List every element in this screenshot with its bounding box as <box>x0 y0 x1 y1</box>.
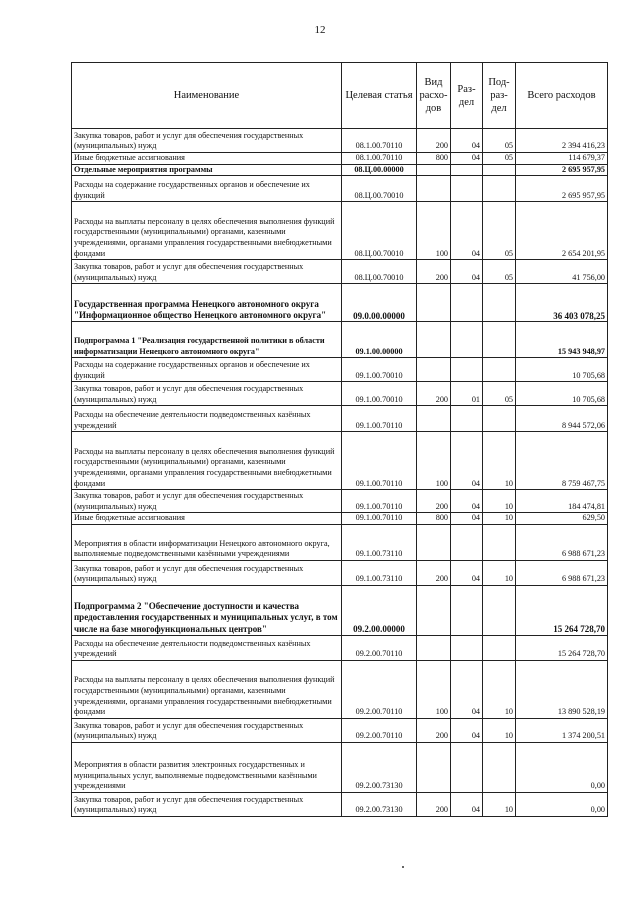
cell-razdel: 04 <box>451 513 483 525</box>
cell-razdel: 04 <box>451 560 483 585</box>
cell-razdel: 04 <box>451 792 483 816</box>
cell-vid: 800 <box>417 513 451 525</box>
cell-podrazdel: 10 <box>483 490 516 513</box>
cell-razdel <box>451 406 483 432</box>
cell-name: Закупка товаров, работ и услуг для обеспечения государственных (муниципальных) нужд <box>72 560 342 585</box>
budget-table <box>71 62 608 817</box>
header-name: Наименование <box>72 63 342 129</box>
cell-name: Закупка товаров, работ и услуг для обеспечения государственных (муниципальных) нужд <box>72 490 342 513</box>
cell-podrazdel: 05 <box>483 202 516 260</box>
cell-vid: 200 <box>417 560 451 585</box>
cell-target: 09.1.00.73110 <box>342 524 417 560</box>
cell-name: Подпрограмма 1 "Реализация государственной политики в области информатизации Ненецкого автономного округа" <box>72 322 342 358</box>
cell-name: Расходы на выплаты персоналу в целях обеспечения выполнения функций государственными (муниципальными) органами, казенными учреждениями, органами управления государственными внебюджетными фондами <box>72 432 342 490</box>
cell-name: Расходы на выплаты персоналу в целях обеспечения выполнения функций государственными (муниципальными) органами, казенными учреждениями, органами управления государственными внебюджетными фондами <box>72 660 342 718</box>
cell-podrazdel <box>483 322 516 358</box>
table-row <box>72 153 608 165</box>
cell-total: 2 695 957,95 <box>516 176 608 202</box>
cell-podrazdel: 10 <box>483 432 516 490</box>
cell-total: 8 759 467,75 <box>516 432 608 490</box>
cell-target: 08.Ц.00.70010 <box>342 202 417 260</box>
cell-name: Расходы на обеспечение деятельности подведомственных казённых учреждений <box>72 406 342 432</box>
cell-podrazdel: 10 <box>483 560 516 585</box>
cell-razdel <box>451 742 483 792</box>
cell-total: 13 890 528,19 <box>516 660 608 718</box>
cell-name: Закупка товаров, работ и услуг для обеспечения государственных (муниципальных) нужд <box>72 129 342 153</box>
cell-vid <box>417 164 451 176</box>
cell-name: Государственная программа Ненецкого автономного округа "Информационное общество Ненецкого автономного округа" <box>72 284 342 322</box>
cell-vid <box>417 406 451 432</box>
table-row <box>72 176 608 202</box>
page-number: 12 <box>314 24 326 36</box>
cell-vid: 100 <box>417 660 451 718</box>
table-row <box>72 560 608 585</box>
cell-target: 09.2.00.73130 <box>342 792 417 816</box>
table-row <box>72 585 608 635</box>
cell-podrazdel: 05 <box>483 129 516 153</box>
cell-total: 15 264 728,70 <box>516 585 608 635</box>
cell-razdel: 04 <box>451 202 483 260</box>
cell-vid: 200 <box>417 718 451 742</box>
cell-podrazdel <box>483 585 516 635</box>
cell-target: 08.Ц.00.70010 <box>342 260 417 284</box>
cell-podrazdel: 10 <box>483 792 516 816</box>
cell-target: 09.0.00.00000 <box>342 284 417 322</box>
cell-target: 09.2.00.73130 <box>342 742 417 792</box>
cell-vid <box>417 176 451 202</box>
cell-podrazdel: 05 <box>483 382 516 406</box>
header-target: Целевая статья <box>342 63 417 129</box>
cell-razdel <box>451 284 483 322</box>
cell-vid <box>417 742 451 792</box>
table-row <box>72 202 608 260</box>
table-row <box>72 742 608 792</box>
cell-name: Расходы на содержание государственных органов и обеспечение их функций <box>72 176 342 202</box>
cell-name: Мероприятия в области информатизации Ненецкого автономного округа, выполняемые подведомственными казёнными учреждениями <box>72 524 342 560</box>
cell-target: 09.1.00.70110 <box>342 513 417 525</box>
cell-total: 0,00 <box>516 742 608 792</box>
cell-razdel: 04 <box>451 490 483 513</box>
cell-vid <box>417 585 451 635</box>
cell-podrazdel <box>483 524 516 560</box>
cell-razdel <box>451 176 483 202</box>
cell-podrazdel <box>483 358 516 382</box>
cell-target: 09.1.00.70010 <box>342 358 417 382</box>
cell-total: 629,50 <box>516 513 608 525</box>
table-row <box>72 490 608 513</box>
cell-name: Закупка товаров, работ и услуг для обеспечения государственных (муниципальных) нужд <box>72 792 342 816</box>
cell-total: 41 756,00 <box>516 260 608 284</box>
cell-total: 114 679,37 <box>516 153 608 165</box>
cell-name: Подпрограмма 2 "Обеспечение доступности и качества предоставления государственных и муниципальных услуг, в том числе на базе многофункциональных центров" <box>72 585 342 635</box>
cell-razdel: 04 <box>451 260 483 284</box>
cell-target: 09.1.00.70110 <box>342 406 417 432</box>
cell-name: Иные бюджетные ассигнования <box>72 153 342 165</box>
cell-razdel: 04 <box>451 718 483 742</box>
cell-razdel: 04 <box>451 153 483 165</box>
cell-vid <box>417 284 451 322</box>
header-row <box>72 63 608 129</box>
cell-target: 08.1.00.70110 <box>342 129 417 153</box>
cell-razdel: 04 <box>451 129 483 153</box>
cell-total: 36 403 078,25 <box>516 284 608 322</box>
cell-name: Расходы на обеспечение деятельности подведомственных казённых учреждений <box>72 635 342 660</box>
cell-total: 2 394 416,23 <box>516 129 608 153</box>
cell-name: Закупка товаров, работ и услуг для обеспечения государственных (муниципальных) нужд <box>72 260 342 284</box>
cell-target: 09.1.00.70110 <box>342 490 417 513</box>
table-row <box>72 792 608 816</box>
cell-name: Закупка товаров, работ и услуг для обеспечения государственных (муниципальных) нужд <box>72 382 342 406</box>
cell-target: 09.2.00.70110 <box>342 660 417 718</box>
table-row <box>72 660 608 718</box>
header-razdel: Раз-дел <box>451 63 483 129</box>
table-row <box>72 164 608 176</box>
cell-razdel: 04 <box>451 432 483 490</box>
cell-vid: 200 <box>417 382 451 406</box>
cell-razdel <box>451 635 483 660</box>
cell-razdel: 01 <box>451 382 483 406</box>
cell-vid: 200 <box>417 792 451 816</box>
cell-target: 09.1.00.00000 <box>342 322 417 358</box>
cell-total: 8 944 572,06 <box>516 406 608 432</box>
cell-vid: 800 <box>417 153 451 165</box>
cell-total: 2 654 201,95 <box>516 202 608 260</box>
cell-podrazdel <box>483 176 516 202</box>
cell-podrazdel <box>483 635 516 660</box>
cell-podrazdel: 10 <box>483 513 516 525</box>
cell-total: 2 695 957,95 <box>516 164 608 176</box>
cell-name: Расходы на содержание государственных органов и обеспечение их функций <box>72 358 342 382</box>
cell-razdel <box>451 322 483 358</box>
cell-total: 15 943 948,97 <box>516 322 608 358</box>
table-row <box>72 358 608 382</box>
cell-vid: 200 <box>417 490 451 513</box>
cell-vid <box>417 524 451 560</box>
cell-razdel <box>451 524 483 560</box>
cell-name: Расходы на выплаты персоналу в целях обеспечения выполнения функций государственными (муниципальными) органами, казенными учреждениями, органами управления государственными внебюджетными фондами <box>72 202 342 260</box>
cell-name: Иные бюджетные ассигнования <box>72 513 342 525</box>
table-row <box>72 432 608 490</box>
cell-target: 09.2.00.00000 <box>342 585 417 635</box>
cell-total: 0,00 <box>516 792 608 816</box>
cell-target: 08.Ц.00.70010 <box>342 176 417 202</box>
cell-podrazdel <box>483 406 516 432</box>
cell-name: Мероприятия в области развития электронных государственных и муниципальных услуг, выполняемые подведомственными казёнными учреждениями <box>72 742 342 792</box>
cell-vid: 200 <box>417 260 451 284</box>
cell-razdel <box>451 164 483 176</box>
scan-dot <box>402 866 404 868</box>
cell-podrazdel: 10 <box>483 660 516 718</box>
cell-total: 15 264 728,70 <box>516 635 608 660</box>
cell-razdel <box>451 358 483 382</box>
cell-name: Отдельные мероприятия программы <box>72 164 342 176</box>
cell-target: 09.1.00.70110 <box>342 432 417 490</box>
table-row <box>72 524 608 560</box>
cell-total: 10 705,68 <box>516 382 608 406</box>
cell-vid <box>417 322 451 358</box>
cell-podrazdel: 10 <box>483 718 516 742</box>
cell-target: 08.Ц.00.00000 <box>342 164 417 176</box>
header-total: Всего расходов <box>516 63 608 129</box>
table-row <box>72 129 608 153</box>
table-row <box>72 260 608 284</box>
table-row <box>72 322 608 358</box>
cell-razdel <box>451 585 483 635</box>
cell-total: 1 374 200,51 <box>516 718 608 742</box>
cell-razdel: 04 <box>451 660 483 718</box>
table-row <box>72 406 608 432</box>
cell-target: 09.2.00.70110 <box>342 635 417 660</box>
header-podrazdel: Под-раз-дел <box>483 63 516 129</box>
cell-podrazdel: 05 <box>483 153 516 165</box>
table-row <box>72 635 608 660</box>
cell-total: 6 988 671,23 <box>516 560 608 585</box>
table-row <box>72 718 608 742</box>
cell-vid: 100 <box>417 432 451 490</box>
cell-podrazdel: 05 <box>483 260 516 284</box>
table-row <box>72 513 608 525</box>
cell-total: 10 705,68 <box>516 358 608 382</box>
cell-vid <box>417 635 451 660</box>
cell-podrazdel <box>483 284 516 322</box>
cell-target: 09.2.00.70110 <box>342 718 417 742</box>
cell-vid: 200 <box>417 129 451 153</box>
cell-total: 6 988 671,23 <box>516 524 608 560</box>
cell-target: 08.1.00.70110 <box>342 153 417 165</box>
cell-total: 184 474,81 <box>516 490 608 513</box>
cell-name: Закупка товаров, работ и услуг для обеспечения государственных (муниципальных) нужд <box>72 718 342 742</box>
table-body <box>72 129 608 817</box>
cell-target: 09.1.00.73110 <box>342 560 417 585</box>
header-vid: Вид расхо-дов <box>417 63 451 129</box>
cell-podrazdel <box>483 742 516 792</box>
cell-vid: 100 <box>417 202 451 260</box>
table-row <box>72 382 608 406</box>
cell-target: 09.1.00.70010 <box>342 382 417 406</box>
cell-podrazdel <box>483 164 516 176</box>
table-row <box>72 284 608 322</box>
cell-vid <box>417 358 451 382</box>
